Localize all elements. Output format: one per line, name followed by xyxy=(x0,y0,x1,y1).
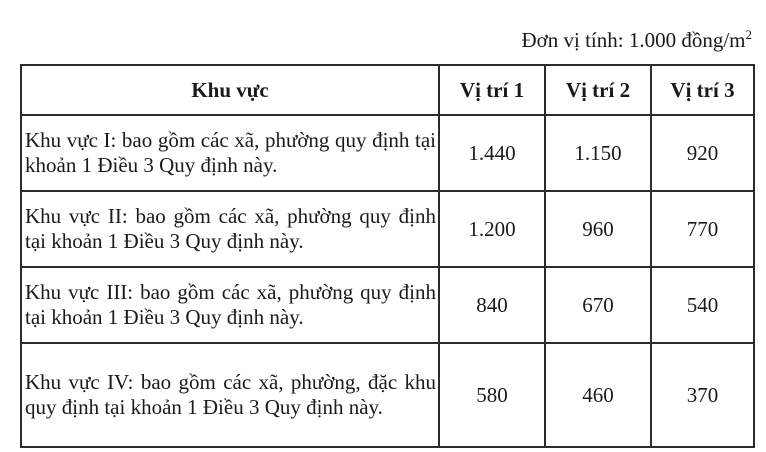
value-cell: 1.150 xyxy=(545,115,651,191)
value-cell: 370 xyxy=(651,343,754,447)
table-row xyxy=(21,115,754,191)
unit-superscript: 2 xyxy=(745,27,752,42)
value-cell: 1.200 xyxy=(439,191,545,267)
header-position-3: Vị trí 3 xyxy=(651,65,754,115)
table-header-row xyxy=(21,65,754,115)
value-cell: 960 xyxy=(545,191,651,267)
value-cell: 460 xyxy=(545,343,651,447)
unit-note xyxy=(521,27,752,53)
value-cell: 920 xyxy=(651,115,754,191)
region-cell: Khu vực III: bao gồm các xã, phường quy định tại khoản 1 Điều 3 Quy định này. xyxy=(21,267,439,343)
table-row xyxy=(21,343,754,447)
value-cell: 770 xyxy=(651,191,754,267)
table-row xyxy=(21,191,754,267)
table-row xyxy=(21,267,754,343)
value-cell: 580 xyxy=(439,343,545,447)
region-cell: Khu vực II: bao gồm các xã, phường quy định tại khoản 1 Điều 3 Quy định này. xyxy=(21,191,439,267)
value-cell: 670 xyxy=(545,267,651,343)
header-region: Khu vực xyxy=(21,65,439,115)
header-position-1: Vị trí 1 xyxy=(439,65,545,115)
unit-text: Đơn vị tính: 1.000 đồng/m xyxy=(521,28,746,52)
header-position-2: Vị trí 2 xyxy=(545,65,651,115)
value-cell: 1.440 xyxy=(439,115,545,191)
region-cell: Khu vực IV: bao gồm các xã, phường, đặc khu quy định tại khoản 1 Điều 3 Quy định này. xyxy=(21,343,439,447)
value-cell: 840 xyxy=(439,267,545,343)
price-table xyxy=(20,64,755,448)
value-cell: 540 xyxy=(651,267,754,343)
region-cell: Khu vực I: bao gồm các xã, phường quy định tại khoản 1 Điều 3 Quy định này. xyxy=(21,115,439,191)
